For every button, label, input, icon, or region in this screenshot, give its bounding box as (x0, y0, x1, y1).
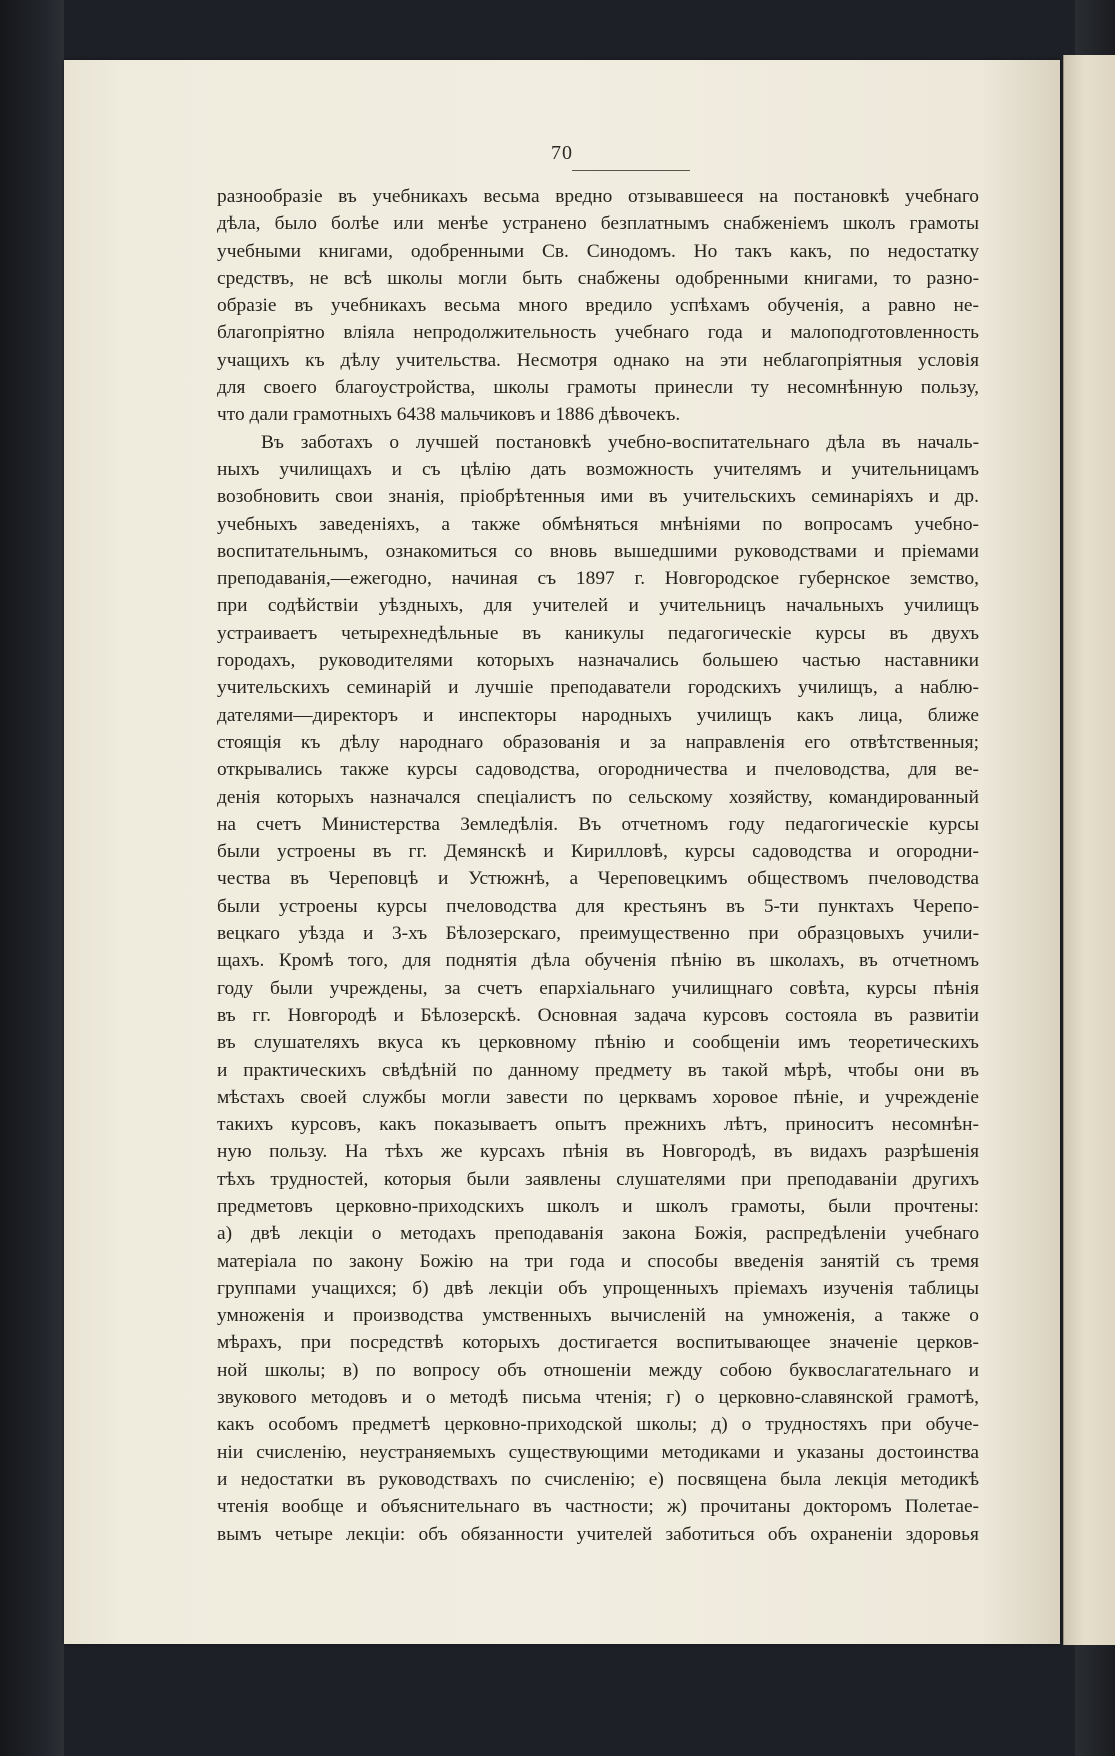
text-line-content: были устроены курсы пчеловодства для крестьянъ въ 5-ти пунктахъ Черепо- (217, 895, 980, 917)
text-line-content: группами учащихся; б) двѣ лекціи объ упрощенныхъ пріемахъ изученія таблицы (217, 1277, 979, 1299)
text-line-content: преподаванія,—ежегодно, начиная съ 1897 г. Новгородское губернское земство, (217, 568, 980, 590)
text-line (217, 620, 979, 647)
text-line (217, 975, 979, 1002)
text-line-content: умноженія и производства умственныхъ вычисленій на умноженія, а также о (217, 1305, 979, 1327)
text-line (217, 565, 979, 592)
text-line-content: средствъ, не всѣ школы могли быть снабжены одобренными книгами, то разно- (217, 267, 980, 289)
text-line-content: предметовъ церковно-приходскихъ школъ и школъ грамоты, были прочтены: (217, 1195, 979, 1217)
text-line-content: Въ заботахъ о лучшей постановкѣ учебно-воспитательнаго дѣла въ началь- (261, 431, 980, 453)
text-line-content: ныхъ училищахъ и съ цѣлію дать возможность учителямъ и учительницамъ (217, 458, 979, 480)
text-line-content: вымъ четыре лекціи: объ обязанности учителей заботиться объ охраненіи здоровья (217, 1523, 979, 1545)
text-line-content: ной школы; в) по вопросу объ отношеніи между собою буквослагательнаго и (217, 1359, 979, 1381)
text-line (217, 1111, 979, 1138)
text-line (217, 811, 979, 838)
text-line-content: такихъ курсовъ, какъ показываетъ опытъ прежнихъ лѣтъ, приноситъ несомнѣн- (217, 1114, 980, 1136)
text-line-content: матеріала по закону Божію на три года и способы введенія занятій съ тремя (217, 1250, 980, 1272)
text-line-content: дателями—директоръ и инспекторы народныхъ училищъ какъ лица, ближе (217, 704, 979, 726)
text-line (217, 265, 979, 292)
text-line-content: мѣстахъ своей службы могли завести по церквамъ хоровое пѣніе, и учрежденіе (217, 1086, 979, 1108)
text-line-content: возобновить свои знанія, пріобрѣтенныя ими въ учительскихъ семинаріяхъ и др. (217, 486, 979, 508)
text-line-content: для своего благоустройства, школы грамоты принесли ту несомнѣнную пользу, (217, 377, 979, 399)
body-text (217, 183, 979, 1548)
text-line (217, 674, 979, 701)
text-line-content: чества въ Череповцѣ и Устюжнѣ, а Череповецкимъ обществомъ пчеловодства (217, 868, 980, 890)
text-line (217, 1002, 979, 1029)
text-line (217, 319, 979, 346)
page-number: 70 (551, 142, 573, 164)
text-line (217, 1384, 979, 1411)
text-line (217, 1166, 979, 1193)
text-line (217, 238, 979, 265)
document-page (64, 60, 1060, 1644)
text-line-content: и практическихъ свѣдѣній по данному предмету въ такой мѣрѣ, чтобы они въ (217, 1059, 980, 1081)
text-line (217, 1029, 979, 1056)
text-line-content: что дали грамотныхъ 6438 мальчиковъ и 1886 дѣвочекъ. (217, 404, 681, 426)
text-line-content: въ гг. Новгородѣ и Бѣлозерскѣ. Основная задача курсовъ состояла въ развитіи (217, 1004, 980, 1026)
text-line (217, 1466, 979, 1493)
text-line-content: какъ особомъ предметѣ церковно-приходской школы; д) о трудностяхъ при обуче- (217, 1414, 979, 1436)
text-line (217, 893, 979, 920)
text-line-content: году были учреждены, за счетъ епархіальнаго училищнаго совѣта, курсы пѣнія (217, 977, 980, 999)
text-line-content: были устроены въ гг. Демянскѣ и Кирилловѣ, курсы садоводства и огородни- (217, 841, 980, 863)
text-line-content: открывались также курсы садоводства, огородничества и пчеловодства, для ве- (217, 759, 979, 781)
text-line (217, 647, 979, 674)
text-line-content: ніи счисленію, неустраняемыхъ существующими методиками и указаны достоинства (217, 1441, 979, 1463)
adjacent-page-edge (1063, 55, 1115, 1645)
text-line-content: денія которыхъ назначался спеціалистъ по сельскому хозяйству, командированный (217, 786, 979, 808)
text-line (217, 756, 979, 783)
text-line (217, 347, 979, 374)
text-line-content: а) двѣ лекціи о методахъ преподаванія закона Божія, распредѣленіи учебнаго (217, 1223, 980, 1245)
text-line (217, 1521, 979, 1548)
page-number-rule (572, 170, 690, 171)
text-line-content: учащихъ къ дѣлу учительства. Несмотря однако на эти неблагопріятныя условія (217, 349, 980, 371)
text-line (217, 429, 979, 456)
text-line (217, 1220, 979, 1247)
text-line (217, 784, 979, 811)
text-line-content: учебныхъ заведеніяхъ, а также обмѣняться мнѣніями по вопросамъ учебно- (217, 513, 980, 535)
text-line (217, 1357, 979, 1384)
text-line (217, 1493, 979, 1520)
text-line (217, 1084, 979, 1111)
text-line (217, 729, 979, 756)
text-line-content: благопріятно вліяла непродолжительность учебнаго года и малоподготовленность (217, 322, 980, 344)
text-line-content: учительскихъ семинарій и лучшіе преподаватели городскихъ училищъ, а наблю- (217, 677, 979, 699)
text-line (217, 1439, 979, 1466)
text-line (217, 374, 979, 401)
text-line (217, 1329, 979, 1356)
text-line (217, 1057, 979, 1084)
text-line-content: городахъ, руководителями которыхъ назначались большею частью наставники (217, 650, 979, 672)
text-line (217, 947, 979, 974)
text-line-content: звукового методовъ и о методѣ письма чтенія; г) о церковно-славянской грамотѣ, (217, 1387, 979, 1409)
text-line (217, 456, 979, 483)
text-line (217, 1302, 979, 1329)
text-line-content: воспитательнымъ, ознакомиться со вновь вышедшими руководствами и пріемами (217, 540, 979, 562)
text-line (217, 483, 979, 510)
text-line-content: при содѣйствіи уѣздныхъ, для учителей и учительницъ начальныхъ училищъ (217, 595, 980, 617)
text-line (217, 920, 979, 947)
text-line (217, 210, 979, 237)
text-line (217, 865, 979, 892)
background-left (0, 0, 64, 1756)
text-line-content: въ слушателяхъ вкуса къ церковному пѣнію и сообщеніи имъ теоретическихъ (217, 1032, 979, 1054)
text-line (217, 702, 979, 729)
text-line (217, 401, 979, 428)
text-line-content: образіе въ учебникахъ весьма много вредило успѣхамъ обученія, а равно не- (217, 295, 979, 317)
text-line (217, 1138, 979, 1165)
text-line (217, 1411, 979, 1438)
text-line-content: и недостатки въ руководствахъ по счисленію; е) посвящена была лекція методикѣ (217, 1468, 979, 1490)
text-line (217, 183, 979, 210)
text-line-content: на счетъ Министерства Земледѣлія. Въ отчетномъ году педагогическіе курсы (217, 813, 979, 835)
text-line (217, 292, 979, 319)
text-line-content: мѣрахъ, при посредствѣ которыхъ достигается воспитывающее значеніе церков- (217, 1332, 980, 1354)
text-line (217, 838, 979, 865)
text-line-content: ную пользу. На тѣхъ же курсахъ пѣнія въ Новгородѣ, въ видахъ разрѣшенія (217, 1141, 980, 1163)
text-line-content: дѣла, было болѣе или менѣе устранено безплатнымъ снабженіемъ школъ грамоты (217, 213, 979, 235)
text-line (217, 511, 979, 538)
text-line-content: устраиваетъ четырехнедѣльные въ каникулы педагогическіе курсы въ двухъ (217, 622, 979, 644)
text-line-content: учебными книгами, одобренными Св. Синодомъ. Но такъ какъ, по недостатку (217, 240, 980, 262)
text-line (217, 1193, 979, 1220)
text-line-content: разнообразіе въ учебникахъ весьма вредно отзывавшееся на постановкѣ учебнаго (217, 186, 980, 207)
text-line (217, 1275, 979, 1302)
text-line (217, 592, 979, 619)
text-line-content: стоящія къ дѣлу народнаго образованія и за направленія его отвѣтственныя; (217, 731, 980, 753)
text-line-content: чтенія вообще и объяснительнаго въ частности; ж) прочитаны докторомъ Полетае- (217, 1496, 980, 1518)
text-line-content: вецкаго уѣзда и 3-хъ Бѣлозерскаго, преимущественно при образцовыхъ учили- (217, 923, 980, 945)
text-line (217, 1248, 979, 1275)
text-line (217, 538, 979, 565)
text-line-content: щахъ. Кромѣ того, для поднятія дѣла обученія пѣнію въ школахъ, въ отчетномъ (217, 950, 980, 972)
text-line-content: тѣхъ трудностей, которыя были заявлены слушателями при преподаваніи другихъ (217, 1168, 980, 1190)
